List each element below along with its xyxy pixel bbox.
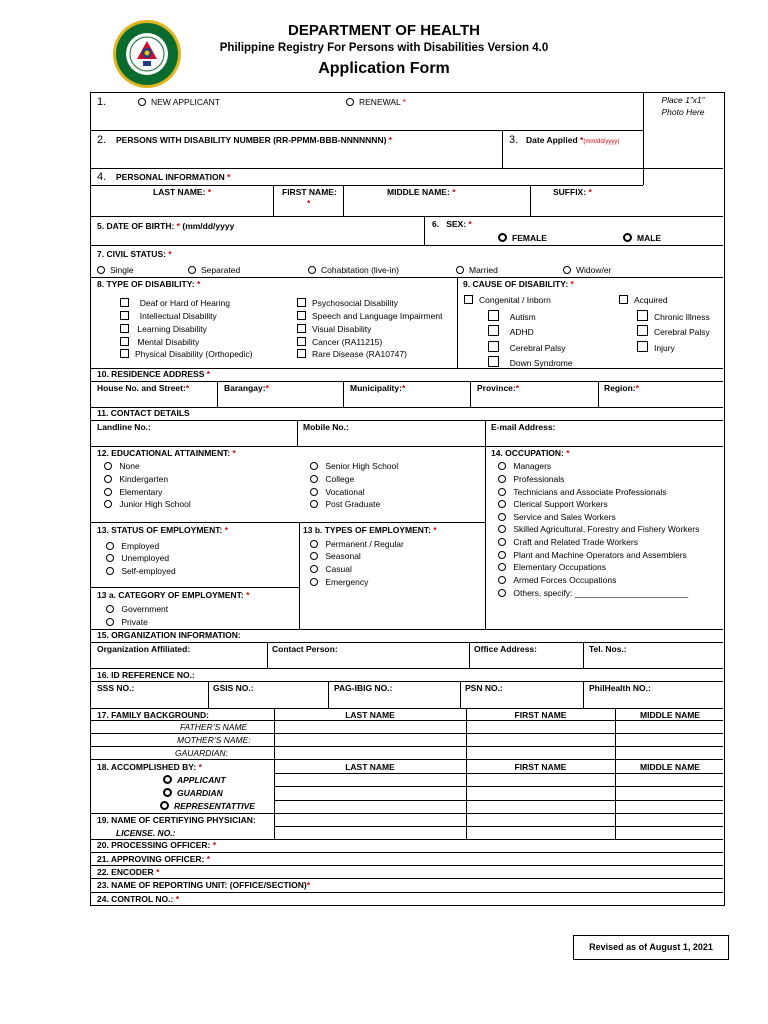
- radio[interactable]: [310, 500, 318, 508]
- disability-option[interactable]: Physical Disability (Orthopedic): [120, 349, 253, 360]
- female-radio[interactable]: [498, 233, 507, 242]
- cause-option[interactable]: Cerebral Palsy: [488, 341, 565, 354]
- radio[interactable]: [106, 542, 114, 550]
- checkbox[interactable]: [488, 325, 499, 336]
- employment-type-option[interactable]: Casual: [310, 565, 352, 575]
- radio[interactable]: [104, 475, 112, 483]
- occupation-option[interactable]: Clerical Support Workers: [498, 500, 608, 510]
- col-middle-name: MIDDLE NAME: [640, 710, 700, 720]
- occupation-option[interactable]: Craft and Related Trade Workers: [498, 538, 638, 548]
- occupation-option[interactable]: Service and Sales Workers: [498, 513, 616, 523]
- residence-address-label: 10. RESIDENCE ADDRESS *: [97, 369, 211, 379]
- guardian-label: GAUARDIAN:: [175, 748, 228, 758]
- accomplished-by-label: 18. ACCOMPLISHED BY: *: [97, 762, 202, 772]
- radio[interactable]: [310, 488, 318, 496]
- approving-officer-label: 21. APPROVING OFFICER: *: [97, 854, 211, 864]
- occupation-option[interactable]: Professionals: [498, 475, 564, 485]
- cause-option[interactable]: Cerebral Palsy: [637, 325, 710, 338]
- sex-male-option[interactable]: [623, 233, 661, 244]
- sex-label: 6. SEX: *: [432, 219, 472, 229]
- encoder-label: 22. ENCODER *: [97, 867, 160, 877]
- married-radio[interactable]: [456, 266, 464, 274]
- accomplished-guardian-option[interactable]: GUARDIAN: [163, 788, 223, 799]
- sss-label: SSS NO.:: [97, 683, 135, 693]
- header-registry: Philippine Registry For Persons with Disabilities Version 4.0: [219, 42, 549, 54]
- employment-category-option[interactable]: Private: [106, 618, 148, 628]
- employment-status-option[interactable]: Unemployed: [106, 554, 169, 564]
- email-label: E-mail Address:: [491, 422, 556, 432]
- photo-label-line1: Place 1”x1”: [661, 95, 705, 105]
- col-first-name: FIRST NAME: [514, 710, 567, 720]
- educational-attainment-label: 12. EDUCATIONAL ATTAINMENT: *: [97, 448, 236, 458]
- checkbox[interactable]: [637, 341, 648, 352]
- checkbox[interactable]: [637, 325, 648, 336]
- contact-details-label: 11. CONTACT DETAILS: [97, 408, 190, 418]
- disability-option[interactable]: Mental Disability: [120, 337, 199, 348]
- disability-option[interactable]: Rare Disease (RA10747): [297, 349, 407, 360]
- radio[interactable]: [104, 500, 112, 508]
- employment-category-label: 13 a. CATEGORY OF EMPLOYMENT: *: [97, 590, 250, 600]
- single-radio[interactable]: [97, 266, 105, 274]
- col-last-name: LAST NAME: [345, 710, 395, 720]
- radio[interactable]: [498, 475, 506, 483]
- occupation-option[interactable]: Skilled Agricultural, Forestry and Fishery Workers: [498, 525, 699, 535]
- photo-label-line2: Photo Here: [661, 107, 705, 117]
- municipality-label: Municipality:*: [350, 383, 406, 393]
- certifying-physician-label: 19. NAME OF CERTIFYING PHYSICIAN:: [97, 815, 256, 825]
- disability-option[interactable]: Deaf or Hard of Hearing: [120, 298, 230, 309]
- revision-date: Revised as of August 1, 2021: [589, 942, 713, 952]
- pwd-number-field[interactable]: [116, 148, 500, 166]
- education-option[interactable]: Kindergarten: [104, 475, 168, 485]
- reporting-unit-label: 23. NAME OF REPORTING UNIT: (OFFICE/SECTION)*: [97, 880, 310, 890]
- contact-person-label: Contact Person:: [272, 644, 338, 654]
- civil-widow-option[interactable]: Widow/er: [563, 266, 611, 276]
- radio[interactable]: [498, 500, 506, 508]
- checkbox[interactable]: [297, 324, 306, 333]
- employment-type-option[interactable]: Emergency: [310, 578, 368, 588]
- employment-status-option[interactable]: Self-employed: [106, 567, 176, 577]
- license-no-label: LICENSE. NO.:: [116, 828, 176, 838]
- disability-option[interactable]: Psychosocial Disability: [297, 298, 398, 309]
- radio[interactable]: [498, 563, 506, 571]
- required-marker: *: [402, 97, 407, 107]
- male-radio[interactable]: [623, 233, 632, 242]
- processing-officer-label: 20. PROCESSING OFFICER: *: [97, 840, 217, 850]
- first-name-required: *: [307, 198, 311, 208]
- pwd-number-label: PERSONS WITH DISABILITY NUMBER (RR-PPMM-BBB-NNNNNNN) *: [116, 135, 393, 145]
- tel-nos-label: Tel. Nos.:: [589, 644, 627, 654]
- type-of-disability-label: 8. TYPE OF DISABILITY: *: [97, 279, 201, 289]
- checkbox[interactable]: [464, 295, 473, 304]
- sex-female-option[interactable]: [498, 233, 547, 244]
- occupation-option[interactable]: Others, specify: ________________________: [498, 589, 688, 599]
- checkbox[interactable]: [488, 356, 499, 367]
- female-label: FEMALE: [512, 233, 547, 243]
- renewal-option[interactable]: [346, 98, 406, 108]
- barangay-label: Barangay:*: [224, 383, 269, 393]
- house-street-label: House No. and Street:*: [97, 383, 190, 393]
- disability-option[interactable]: Speech and Language Impairment: [297, 311, 442, 322]
- personal-info-label: PERSONAL INFORMATION *: [116, 172, 231, 182]
- last-name-field[interactable]: [92, 199, 272, 215]
- s4-number: 4.: [97, 171, 107, 183]
- civil-cohabitation-option[interactable]: Cohabitation (live-in): [308, 266, 399, 276]
- radio[interactable]: [310, 552, 318, 560]
- education-option[interactable]: Post Graduate: [310, 500, 380, 510]
- disability-option[interactable]: Visual Disability: [297, 324, 371, 335]
- male-label: MALE: [637, 233, 662, 243]
- header-department: DEPARTMENT OF HEALTH: [288, 22, 480, 39]
- cause-of-disability-label: 9. CAUSE OF DISABILITY: *: [463, 279, 574, 289]
- education-option[interactable]: Junior High School: [104, 500, 191, 510]
- disability-option[interactable]: Learning Disability: [120, 324, 207, 335]
- cause-option[interactable]: Down Syndrome: [488, 356, 573, 369]
- cause-option[interactable]: Autism: [488, 310, 536, 323]
- renewal-radio[interactable]: [346, 98, 354, 106]
- landline-label: Landline No.:: [97, 422, 151, 432]
- checkbox[interactable]: [488, 310, 499, 321]
- province-label: Province:*: [477, 383, 520, 393]
- new-applicant-radio[interactable]: [138, 98, 146, 106]
- id-reference-label: 16. ID REFERENCE NO.:: [97, 670, 195, 680]
- occupation-option[interactable]: Armed Forces Occupations: [498, 576, 616, 586]
- radio[interactable]: [498, 462, 506, 470]
- pagibig-label: PAG-IBIG NO.:: [334, 683, 393, 693]
- radio[interactable]: [106, 618, 114, 626]
- education-option[interactable]: College: [310, 475, 354, 485]
- radio[interactable]: [106, 605, 114, 613]
- checkbox[interactable]: [619, 295, 628, 304]
- education-option[interactable]: Elementary: [104, 488, 162, 498]
- radio[interactable]: [163, 788, 172, 797]
- father-name-label: FATHER’S NAME: [180, 722, 248, 732]
- radio[interactable]: [310, 540, 318, 548]
- radio[interactable]: [498, 538, 506, 546]
- radio[interactable]: [498, 551, 506, 559]
- checkbox[interactable]: [297, 349, 306, 358]
- suffix-label: SUFFIX: *: [553, 187, 592, 197]
- radio[interactable]: [498, 513, 506, 521]
- cause-option[interactable]: Chronic Illness: [637, 310, 710, 323]
- radio[interactable]: [106, 567, 114, 575]
- disability-option[interactable]: Cancer (RA11215): [297, 337, 382, 348]
- checkbox[interactable]: [120, 298, 129, 307]
- occupation-option[interactable]: Technicians and Associate Professionals: [498, 488, 666, 498]
- col-middle-name: MIDDLE NAME: [640, 762, 700, 772]
- s2-number: 2.: [97, 134, 107, 146]
- accomplished-applicant-option[interactable]: APPLICANT: [163, 775, 226, 786]
- radio[interactable]: [163, 775, 172, 784]
- radio[interactable]: [160, 801, 169, 810]
- radio[interactable]: [104, 488, 112, 496]
- radio[interactable]: [310, 565, 318, 573]
- employment-type-option[interactable]: Permanent / Regular: [310, 540, 404, 550]
- psn-label: PSN NO.:: [465, 683, 503, 693]
- widow-radio[interactable]: [563, 266, 571, 274]
- mother-name-label: MOTHER’S NAME:: [177, 735, 251, 745]
- education-option[interactable]: None: [104, 462, 140, 472]
- congenital-option[interactable]: Congenital / Inborn: [464, 295, 551, 306]
- radio[interactable]: [310, 462, 318, 470]
- philhealth-label: PhilHealth NO.:: [589, 683, 651, 693]
- organization-info-label: 15. ORGANIZATION INFORMATION:: [97, 630, 241, 640]
- s1-number: 1.: [97, 96, 107, 108]
- date-applied-field[interactable]: [504, 150, 641, 166]
- checkbox[interactable]: [120, 337, 129, 346]
- middle-name-label: MIDDLE NAME: *: [387, 187, 456, 197]
- control-no-label: 24. CONTROL NO.: *: [97, 894, 180, 904]
- occupation-label: 14. OCCUPATION: *: [491, 448, 570, 458]
- employment-type-option[interactable]: Seasonal: [310, 552, 361, 562]
- col-first-name: FIRST NAME: [514, 762, 567, 772]
- disability-option[interactable]: Intellectual Disability: [120, 311, 217, 322]
- office-address-label: Office Address:: [474, 644, 537, 654]
- radio[interactable]: [104, 462, 112, 470]
- civil-single-option[interactable]: Single: [97, 266, 134, 276]
- first-name-label: FIRST NAME:: [282, 187, 337, 197]
- checkbox[interactable]: [297, 311, 306, 320]
- col-last-name: LAST NAME: [345, 762, 395, 772]
- radio[interactable]: [498, 488, 506, 496]
- checkbox[interactable]: [637, 310, 648, 321]
- organization-affiliated-label: Organization Affiliated:: [97, 644, 191, 654]
- checkbox[interactable]: [120, 349, 129, 358]
- cause-option[interactable]: ADHD: [488, 325, 534, 338]
- employment-category-option[interactable]: Government: [106, 605, 168, 615]
- checkbox[interactable]: [120, 324, 129, 333]
- renewal-label: RENEWAL: [359, 97, 401, 107]
- separated-radio[interactable]: [188, 266, 196, 274]
- date-applied-label: Date Applied *(mm/dd/yyyy): [526, 135, 620, 145]
- cohabitation-radio[interactable]: [308, 266, 316, 274]
- education-option[interactable]: Senior High School: [310, 462, 398, 472]
- civil-status-label: 7. CIVIL STATUS: *: [97, 249, 172, 259]
- family-background-label: 17. FAMILY BACKGROUND:: [97, 710, 209, 720]
- middle-name-field[interactable]: [345, 199, 529, 215]
- checkbox[interactable]: [297, 337, 306, 346]
- date-of-birth-field[interactable]: [92, 232, 422, 244]
- radio[interactable]: [498, 525, 506, 533]
- accomplished-representative-option[interactable]: REPRESENTATTIVE: [160, 801, 255, 812]
- civil-married-option[interactable]: Married: [456, 266, 498, 276]
- radio[interactable]: [310, 578, 318, 586]
- radio[interactable]: [310, 475, 318, 483]
- employment-type-label: 13 b. TYPES OF EMPLOYMENT: *: [303, 525, 437, 535]
- last-name-label: LAST NAME: *: [153, 187, 212, 197]
- radio[interactable]: [498, 576, 506, 584]
- checkbox[interactable]: [120, 311, 129, 320]
- checkbox[interactable]: [488, 341, 499, 352]
- radio[interactable]: [106, 554, 114, 562]
- civil-separated-option[interactable]: Separated: [188, 266, 240, 276]
- education-option[interactable]: Vocational: [310, 488, 365, 498]
- occupation-option[interactable]: Plant and Machine Operators and Assemblers: [498, 551, 687, 561]
- mobile-label: Mobile No.:: [303, 422, 349, 432]
- employment-status-option[interactable]: Employed: [106, 542, 159, 552]
- new-applicant-label: NEW APPLICANT: [151, 97, 220, 107]
- occupation-option[interactable]: Elementary Occupations: [498, 563, 606, 573]
- region-label: Region:*: [604, 383, 639, 393]
- occupation-option[interactable]: Managers: [498, 462, 551, 472]
- gsis-label: GSIS NO.:: [213, 683, 254, 693]
- cause-option[interactable]: Injury: [637, 341, 675, 354]
- s3-number: 3.: [509, 134, 519, 146]
- suffix-field[interactable]: [532, 199, 642, 215]
- employment-status-label: 13. STATUS OF EMPLOYMENT: *: [97, 525, 228, 535]
- new-applicant-option[interactable]: [138, 98, 220, 108]
- checkbox[interactable]: [297, 298, 306, 307]
- radio[interactable]: [498, 589, 506, 597]
- date-of-birth-label: 5. DATE OF BIRTH: * (mm/dd/yyyy: [97, 221, 235, 231]
- header-form-title: Application Form: [318, 60, 450, 77]
- acquired-option[interactable]: Acquired: [619, 295, 668, 306]
